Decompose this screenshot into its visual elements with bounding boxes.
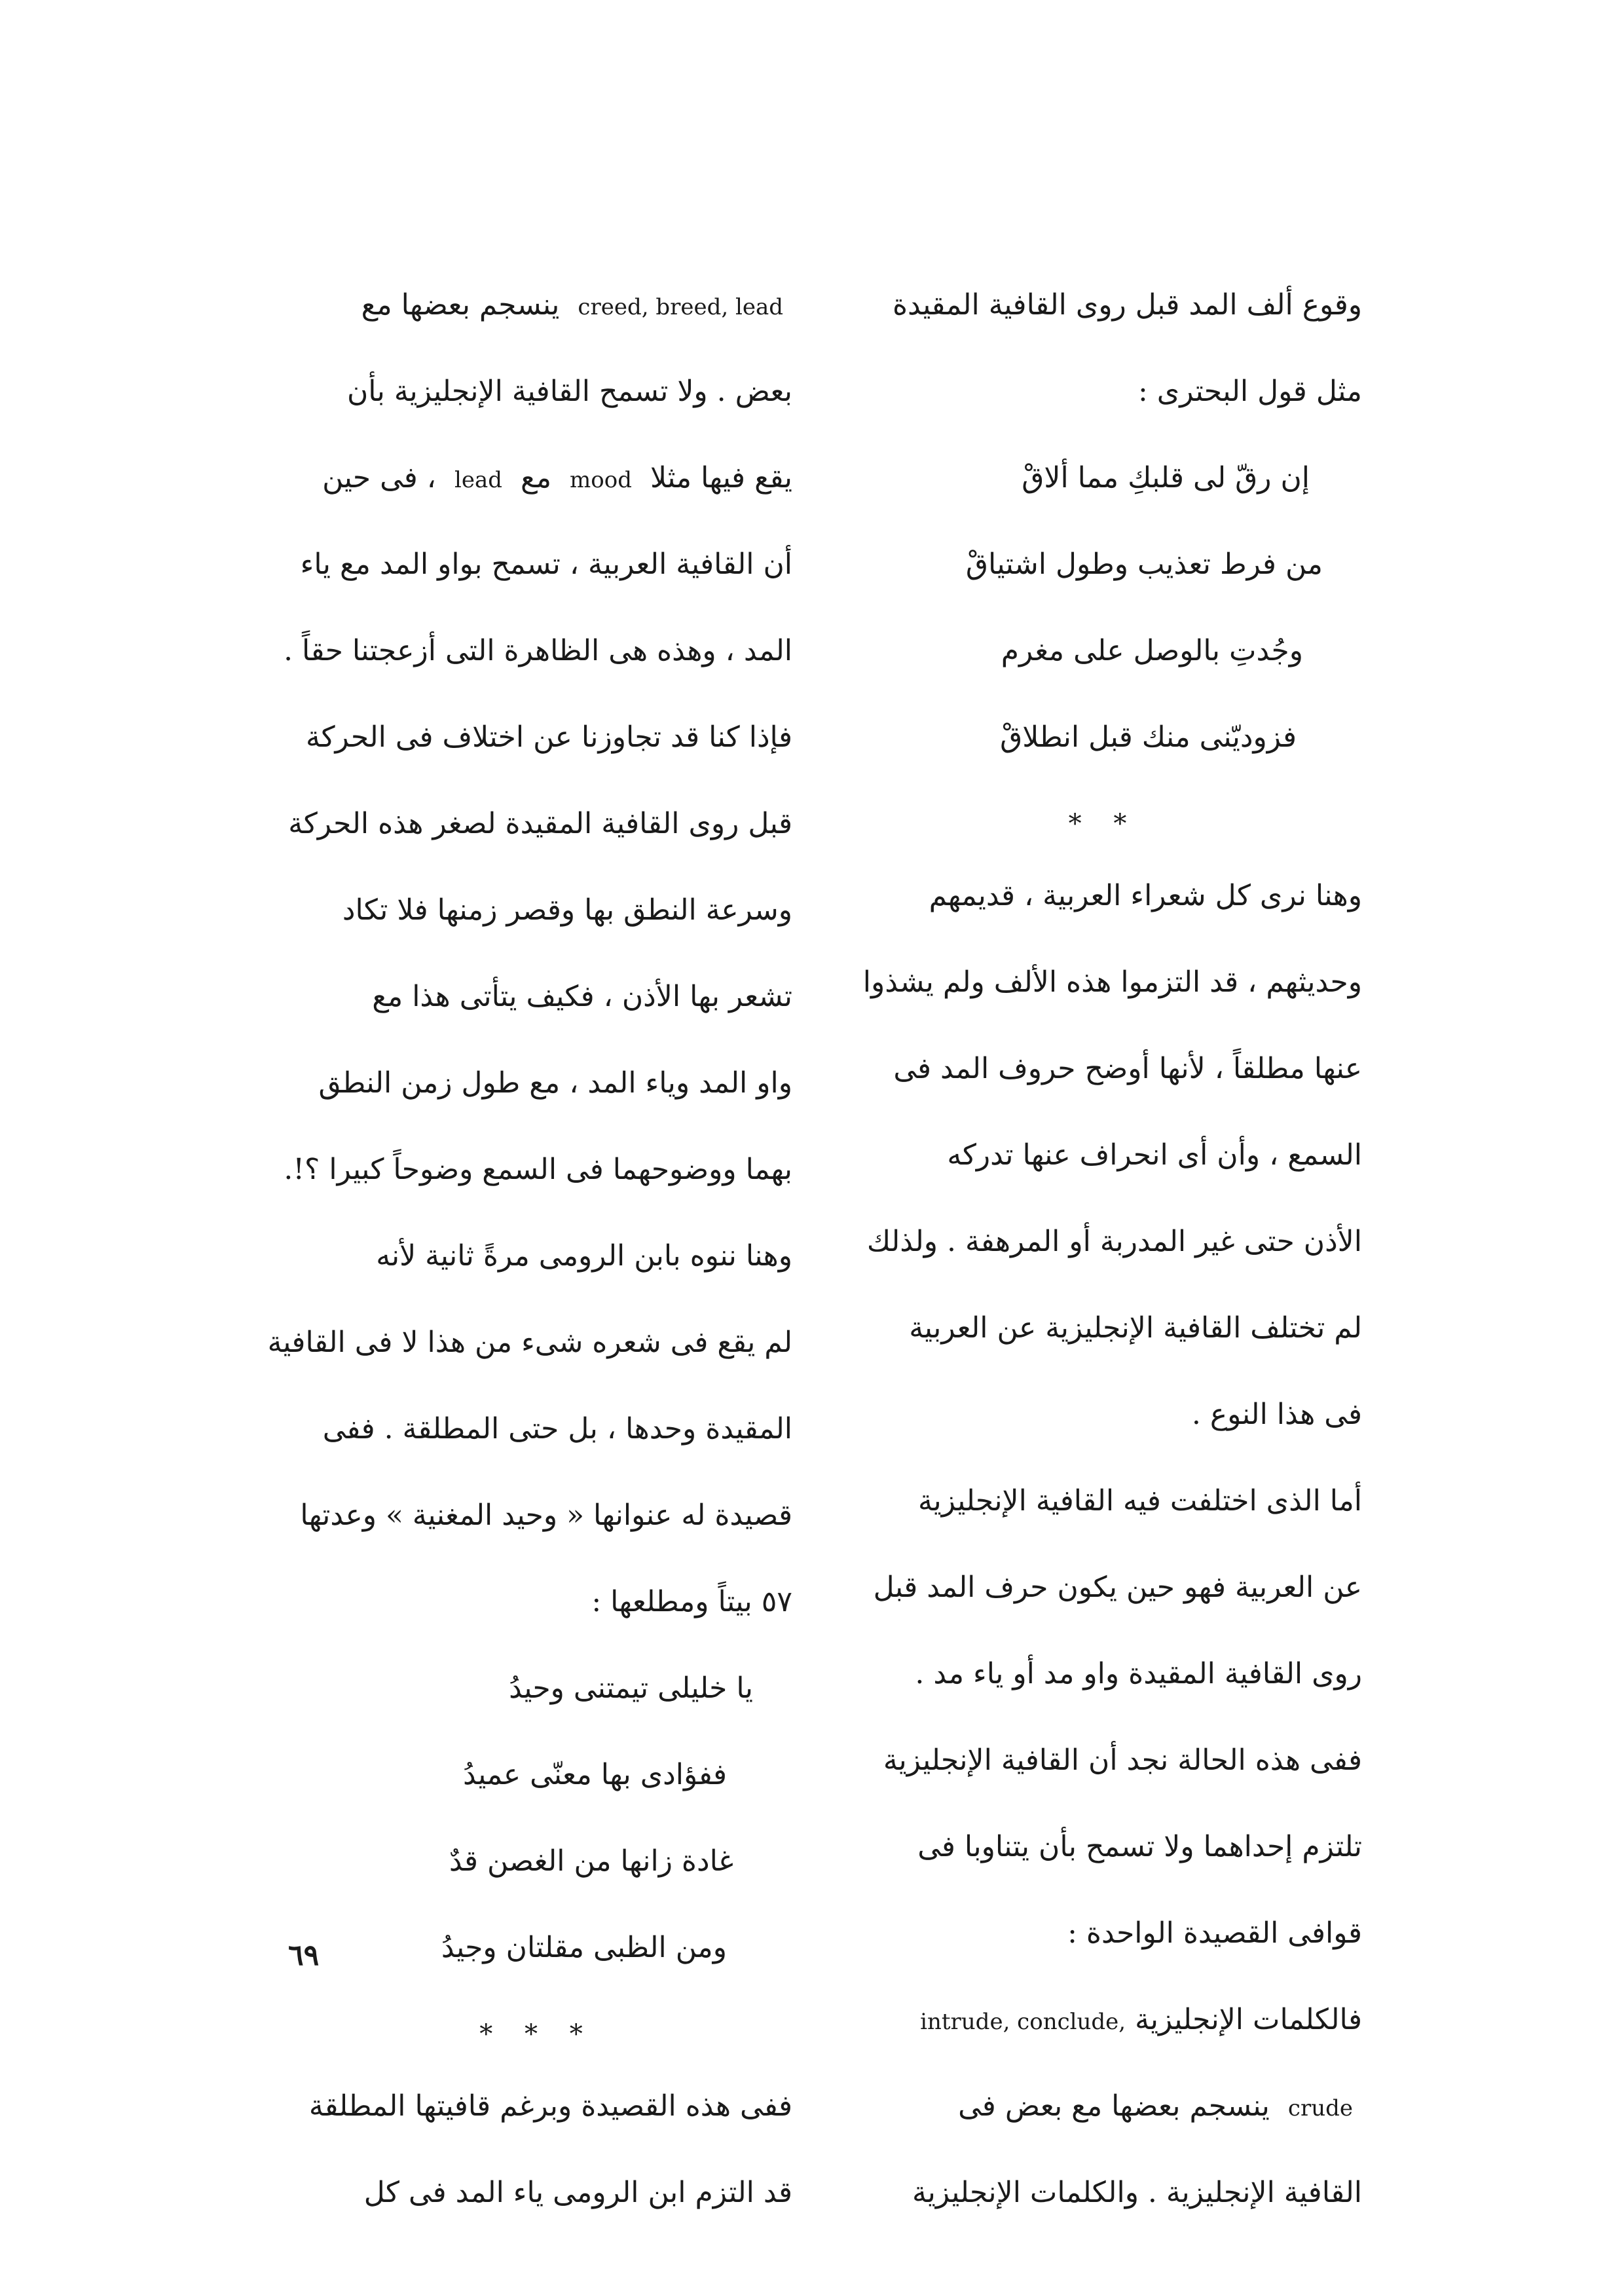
text-line: ٥٧ بيتاً ومطلعها : — [591, 1585, 792, 1618]
arabic-text: مع — [521, 461, 552, 494]
page-number: ٦٩ — [288, 1939, 320, 1972]
arabic-text: ينسجم بعضها مع — [361, 288, 560, 322]
verse-line: فزوديّنى منك قبل انطلاقْ — [1000, 720, 1297, 754]
text-line: ففى هذه القصيدة وبرغم قافيتها المطلقة — [308, 2089, 792, 2123]
text-line: روى القافية المقيدة واو مد أو ياء مد . — [915, 1657, 1362, 1690]
text-line: أن القافية العربية ، تسمح بواو المد مع ياء — [300, 548, 792, 581]
text-line: لم تختلف القافية الإنجليزية عن العربية — [909, 1311, 1362, 1345]
left-column — [267, 262, 792, 2236]
text-line: أما الذى اختلفت فيه القافية الإنجليزية — [917, 1484, 1362, 1518]
text-line: بهما ووضوحهما فى السمع وضوحاً كبيرا ؟!. — [284, 1153, 792, 1186]
verse-line: غادة زانها من الغصن قدٌ — [449, 1844, 733, 1878]
text-line: بعض . ولا تسمح القافية الإنجليزية بأن — [346, 375, 792, 408]
text-line: المد ، وهذه هى الظاهرة التى أزعجتنا حقاً . — [284, 634, 792, 667]
section-separator: * * — [1068, 809, 1139, 839]
text-line: قوافى القصيدة الواحدة : — [1067, 1916, 1362, 1950]
text-line: وهنا نرى كل شعراء العربية ، قديمهم — [929, 879, 1362, 912]
text-line — [845, 2063, 1362, 2150]
text-line: وهنا ننوه بابن الرومى مرةً ثانية لأنه — [376, 1239, 792, 1273]
text-line: عن العربية فهو حين يكون حرف المد قبل — [873, 1571, 1362, 1604]
text-line: وقوع ألف المد قبل روى القافية المقيدة — [892, 288, 1362, 322]
right-column — [845, 262, 1362, 2236]
text-line: قصيدة له عنوانها « وحيد المغنية » وعدتها — [300, 1499, 792, 1532]
text-line — [282, 435, 792, 521]
text-line: القافية الإنجليزية . والكلمات الإنجليزية — [912, 2176, 1362, 2209]
english-words: crude — [1287, 2095, 1353, 2121]
text-line: تشعر بها الأذن ، فكيف يتأتى هذا مع — [372, 980, 792, 1013]
arabic-text: ينسجم بعضها مع بعض فى — [958, 2089, 1270, 2123]
text-line: فإذا كنا قد تجاوزنا عن اختلاف فى الحركة — [306, 720, 792, 754]
text-line: قد التزم ابن الرومى ياء المد فى كل — [363, 2176, 792, 2209]
english-words: creed, breed, lead — [578, 294, 783, 320]
text-line — [282, 262, 792, 348]
verse-line: وجُدتِ بالوصل على مغرم — [1001, 634, 1303, 667]
english-word: lead — [454, 467, 503, 493]
text-line: وحديثهم ، قد التزموا هذه الألف ولم يشذوا — [862, 965, 1362, 999]
english-words: intrude, conclude, — [920, 2009, 1126, 2035]
arabic-text: فالكلمات الإنجليزية — [1135, 2003, 1362, 2036]
text-line: ففى هذه الحالة نجد أن القافية الإنجليزية — [883, 1744, 1362, 1777]
arabic-text: ، فى حين — [322, 461, 437, 494]
text-line: وسرعة النطق بها وقصر زمنها فلا تكاد — [342, 893, 792, 927]
verse-line: ففؤادى بها معنّى عميدُ — [463, 1758, 727, 1791]
verse-line: من فرط تعذيب وطول اشتياقْ — [965, 548, 1323, 581]
text-line: تلتزم إحداهما ولا تسمح بأن يتناوبا فى — [917, 1830, 1362, 1863]
text-line: فى هذا النوع . — [1191, 1398, 1362, 1431]
verse-line: ومن الظبى مقلتان وجيدُ — [441, 1931, 727, 1964]
section-separator: * * * — [479, 2019, 595, 2049]
english-word: mood — [570, 467, 632, 493]
text-line: واو المد وياء المد ، مع طول زمن النطق — [318, 1066, 792, 1100]
text-line: السمع ، وأن أى انحراف عنها تدركه — [947, 1138, 1362, 1172]
text-line: الأذن حتى غير المدربة أو المرهفة . ولذلك — [866, 1225, 1362, 1258]
text-line — [845, 1977, 1362, 2063]
arabic-text: يقع فيها مثلا — [650, 461, 792, 494]
text-line: مثل قول البحترى : — [1138, 375, 1362, 408]
text-line: المقيدة وحدها ، بل حتى المطلقة . ففى — [322, 1412, 792, 1446]
text-line: عنها مطلقاً ، لأنها أوضح حروف المد فى — [893, 1052, 1362, 1085]
verse-line: إن رقّ لى قلبكِ مما ألاقْ — [1022, 461, 1310, 494]
text-line: قبل روى القافية المقيدة لصغر هذه الحركة — [288, 807, 792, 840]
verse-line: يا خليلى تيمتنى وحيدُ — [509, 1671, 753, 1705]
text-line: لم يقع فى شعره شىء من هذا لا فى القافية — [267, 1326, 792, 1359]
